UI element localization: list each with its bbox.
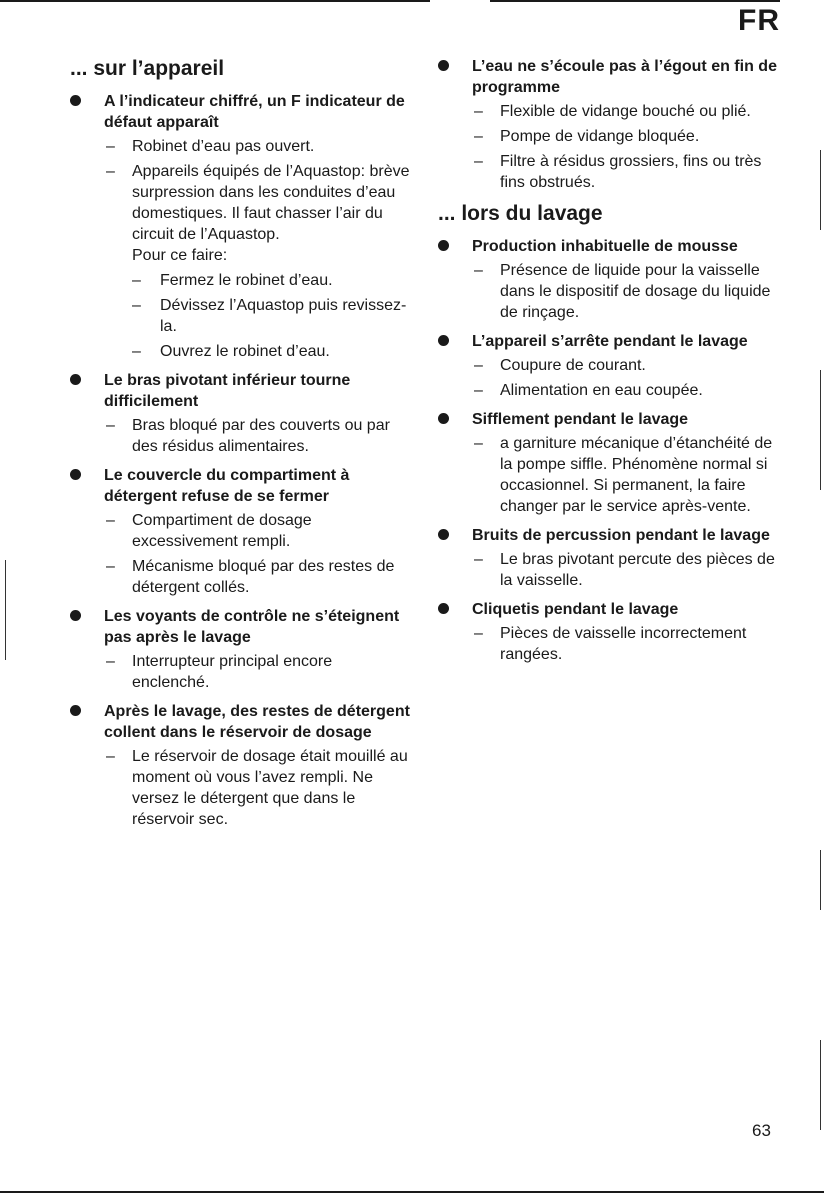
fault-item bbox=[70, 465, 410, 598]
bullet-icon bbox=[70, 374, 81, 385]
cause-item bbox=[472, 355, 788, 376]
cause-item bbox=[472, 151, 788, 193]
cause-text: Robinet d’eau pas ouvert. bbox=[132, 138, 315, 155]
bullet-icon bbox=[438, 413, 449, 424]
cause-text: Mécanisme bloqué par des restes de détergent collés. bbox=[132, 558, 395, 596]
dash-icon: – bbox=[474, 357, 483, 374]
dash-icon: – bbox=[132, 272, 141, 289]
step-text: Ouvrez le robinet d’eau. bbox=[160, 343, 330, 360]
dash-icon: – bbox=[474, 103, 483, 120]
fault-item bbox=[438, 409, 788, 517]
fault-item bbox=[70, 606, 410, 693]
fault-item bbox=[70, 701, 410, 830]
bullet-icon bbox=[438, 603, 449, 614]
fault-title: Sifflement pendant le lavage bbox=[472, 411, 689, 428]
page-number: 63 bbox=[752, 1121, 771, 1140]
step-text: Dévissez l’Aquastop puis revissez-la. bbox=[160, 297, 407, 335]
dash-icon: – bbox=[474, 551, 483, 568]
language-code: FR bbox=[738, 4, 780, 37]
fault-item bbox=[438, 331, 788, 401]
top-rule-right bbox=[490, 0, 780, 2]
dash-icon: – bbox=[106, 163, 115, 180]
cause-text: Interrupteur principal encore enclenché. bbox=[132, 653, 333, 691]
cause-item bbox=[104, 556, 410, 598]
section-heading-device: ... sur l’appareil bbox=[70, 57, 225, 80]
step-item bbox=[132, 295, 410, 337]
dash-icon: – bbox=[106, 417, 115, 434]
dash-icon: – bbox=[474, 128, 483, 145]
cause-text: Pièces de vaisselle incorrectement rangées. bbox=[500, 625, 747, 663]
bullet-icon bbox=[438, 240, 449, 251]
right-column bbox=[438, 56, 788, 673]
cause-text: Appareils équipés de l’Aquastop: brève surpression dans les conduites d’eau domestiques. Il faut chasser l’air du circuit de l’Aquastop. bbox=[132, 163, 410, 243]
bullet-icon bbox=[438, 60, 449, 71]
bullet-icon bbox=[438, 529, 449, 540]
cause-text: Bras bloqué par des couverts ou par des résidus alimentaires. bbox=[132, 417, 390, 455]
fault-title: Cliquetis pendant le lavage bbox=[472, 601, 679, 618]
cause-text: Le bras pivotant percute des pièces de la vaisselle. bbox=[500, 551, 775, 589]
margin-line-right-1 bbox=[820, 150, 821, 230]
dash-icon: – bbox=[474, 262, 483, 279]
top-rule-left bbox=[0, 0, 430, 2]
cause-text: Coupure de courant. bbox=[500, 357, 646, 374]
cause-item bbox=[104, 651, 410, 693]
dash-icon: – bbox=[106, 653, 115, 670]
cause-text: Flexible de vidange bouché ou plié. bbox=[500, 103, 751, 120]
bullet-icon bbox=[70, 610, 81, 621]
fault-item bbox=[438, 599, 788, 665]
step-item bbox=[132, 341, 410, 362]
fault-title: Après le lavage, des restes de détergent collent dans le réservoir de dosage bbox=[104, 703, 410, 741]
cause-item bbox=[472, 623, 788, 665]
cause-text: Pompe de vidange bloquée. bbox=[500, 128, 700, 145]
cause-text: Filtre à résidus grossiers, fins ou très fins obstrués. bbox=[500, 153, 762, 191]
fault-item bbox=[70, 91, 410, 362]
fault-item bbox=[438, 56, 788, 193]
margin-line-right-4 bbox=[820, 1040, 821, 1130]
cause-text: Compartiment de dosage excessivement rempli. bbox=[132, 512, 312, 550]
fault-title: L’appareil s’arrête pendant le lavage bbox=[472, 333, 748, 350]
dash-icon: – bbox=[106, 512, 115, 529]
cause-item bbox=[104, 161, 410, 362]
bottom-rule bbox=[0, 1191, 824, 1193]
bullet-icon bbox=[438, 335, 449, 346]
fault-title: Les voyants de contrôle ne s’éteignent pas après le lavage bbox=[104, 608, 400, 646]
bullet-icon bbox=[70, 469, 81, 480]
cause-item bbox=[472, 101, 788, 122]
cause-item bbox=[472, 260, 788, 323]
cause-item bbox=[472, 433, 788, 517]
cause-note: Pour ce faire: bbox=[132, 247, 228, 264]
bullet-icon bbox=[70, 95, 81, 106]
fault-item bbox=[70, 370, 410, 457]
fault-item bbox=[438, 236, 788, 323]
dash-icon: – bbox=[474, 382, 483, 399]
cause-text: Le réservoir de dosage était mouillé au moment où vous l’avez rempli. Ne versez le détergent que dans le réservoir sec. bbox=[132, 748, 408, 828]
cause-item bbox=[472, 380, 788, 401]
dash-icon: – bbox=[132, 343, 141, 360]
cause-item bbox=[104, 510, 410, 552]
step-text: Fermez le robinet d’eau. bbox=[160, 272, 333, 289]
dash-icon: – bbox=[106, 138, 115, 155]
fault-title: Le bras pivotant inférieur tourne difficilement bbox=[104, 372, 351, 410]
dash-icon: – bbox=[106, 558, 115, 575]
section-heading-washing: ... lors du lavage bbox=[438, 202, 603, 225]
cause-text: Alimentation en eau coupée. bbox=[500, 382, 703, 399]
dash-icon: – bbox=[106, 748, 115, 765]
step-item bbox=[132, 270, 410, 291]
dash-icon: – bbox=[474, 153, 483, 170]
dash-icon: – bbox=[474, 625, 483, 642]
cause-item bbox=[104, 746, 410, 830]
fault-title: Bruits de percussion pendant le lavage bbox=[472, 527, 770, 544]
margin-line-left-1 bbox=[5, 560, 6, 660]
fault-title: A l’indicateur chiffré, un F indicateur de défaut apparaît bbox=[104, 93, 405, 131]
fault-title: Production inhabituelle de mousse bbox=[472, 238, 738, 255]
cause-item bbox=[104, 136, 410, 157]
cause-item bbox=[104, 415, 410, 457]
margin-line-right-2 bbox=[820, 370, 821, 490]
left-column bbox=[70, 56, 410, 838]
fault-title: Le couvercle du compartiment à détergent refuse de se fermer bbox=[104, 467, 350, 505]
cause-text: Présence de liquide pour la vaisselle dans le dispositif de dosage du liquide de rinçage. bbox=[500, 262, 771, 321]
dash-icon: – bbox=[474, 435, 483, 452]
fault-title: L’eau ne s’écoule pas à l’égout en fin de programme bbox=[472, 58, 777, 96]
fault-item bbox=[438, 525, 788, 591]
cause-text: a garniture mécanique d’étanchéité de la pompe siffle. Phénomène normal si occasionnel. Si permanent, la faire changer par le service après-vente. bbox=[500, 435, 773, 515]
bullet-icon bbox=[70, 705, 81, 716]
dash-icon: – bbox=[132, 297, 141, 314]
cause-item bbox=[472, 126, 788, 147]
cause-item bbox=[472, 549, 788, 591]
margin-line-right-3 bbox=[820, 850, 821, 910]
